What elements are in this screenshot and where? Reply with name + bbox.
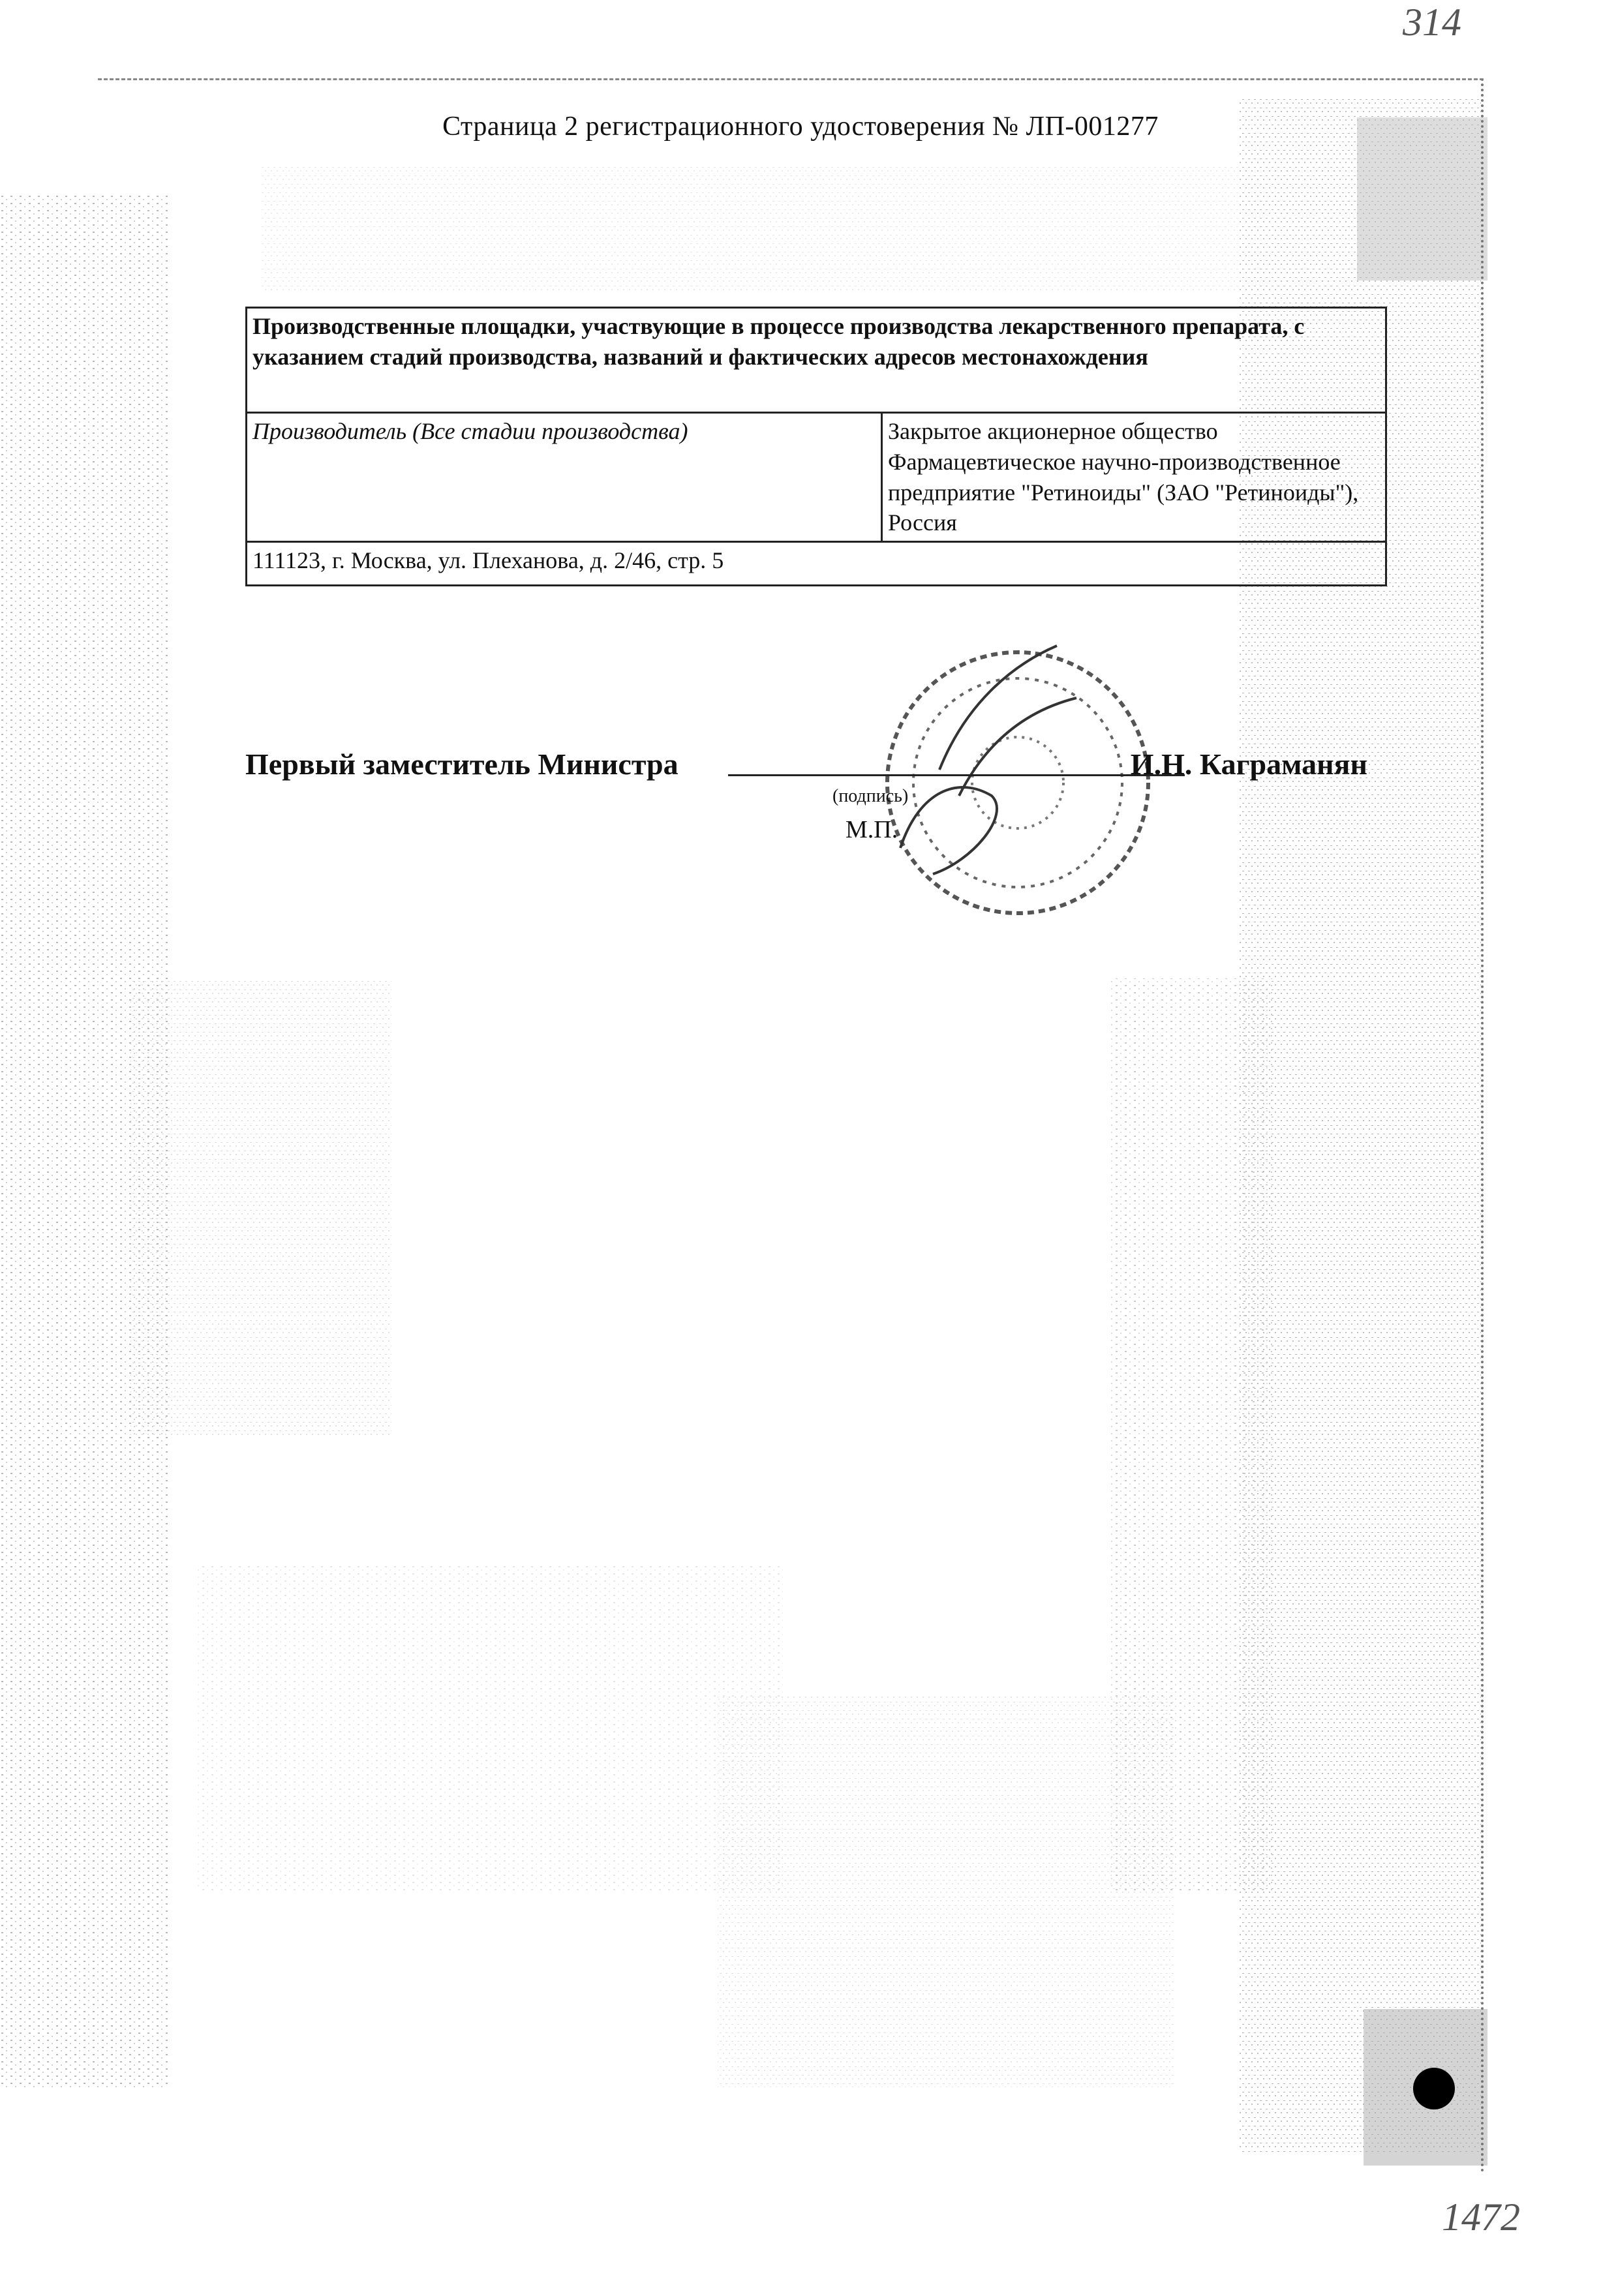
- page-header: Страница 2 регистрационного удостоверения № ЛП-001277: [442, 112, 1159, 142]
- table-header-cell: Производственные площадки, участвующие в процессе производства лекарственного препарата, с указанием стадий производства, названий и фактических адресов местонахождения: [247, 308, 1386, 413]
- signer-name: И.Н. Каграманян: [1130, 748, 1367, 781]
- manufacturer-company-cell: Закрытое акционерное общество Фармацевтическое научно-производственное предприятие "Ретиноиды" (ЗАО "Ретиноиды"), Россия: [882, 413, 1386, 542]
- production-sites-table: [245, 307, 1387, 586]
- manufacturer-address-cell: 111123, г. Москва, ул. Плеханова, д. 2/46, стр. 5: [247, 542, 1386, 586]
- table-header-row: [247, 308, 1386, 413]
- signature-block: [245, 740, 1367, 858]
- handwritten-page-number: 314: [1403, 1, 1461, 44]
- signature-line: [728, 774, 1185, 776]
- stamp-place-label: М.П.: [846, 816, 898, 843]
- signer-position: Первый заместитель Министра: [245, 748, 679, 781]
- table-row: [247, 542, 1386, 586]
- signature-caption: (подпись): [832, 786, 909, 806]
- table-row: [247, 413, 1386, 542]
- manufacturer-role-cell: Производитель (Все стадии производства): [247, 413, 882, 542]
- handwritten-page-number-bottom: 1472: [1442, 2196, 1520, 2239]
- binding-hole: [1413, 2068, 1455, 2109]
